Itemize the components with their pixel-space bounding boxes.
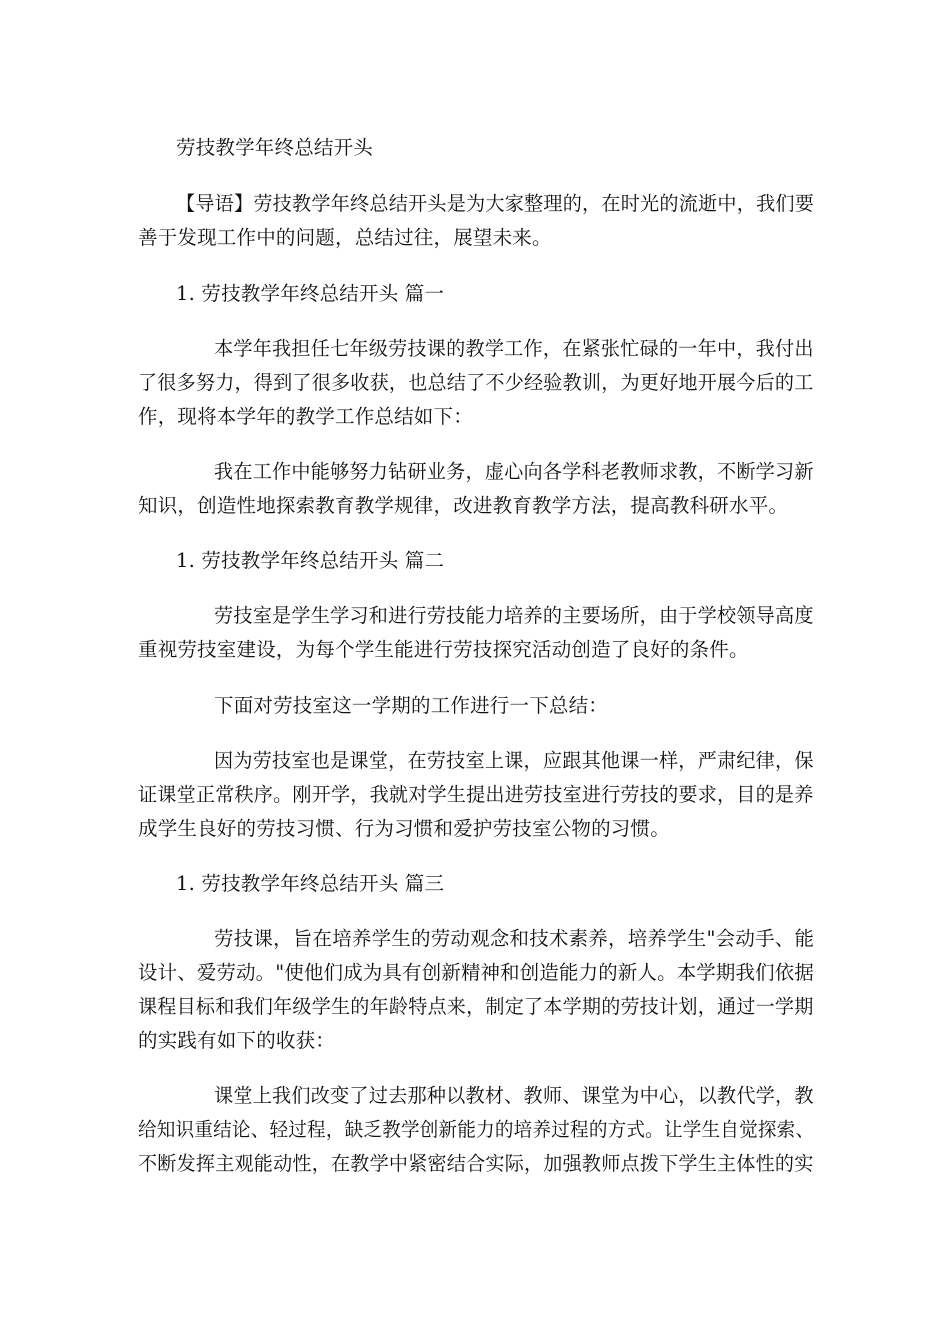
section1-p1-line-3: 作，现将本学年的教学工作总结如下： [138,405,473,428]
section1-p2-line-2: 知识，创造性地探索教育教学规律，改进教育教学方法，提高教科研水平。 [138,494,789,517]
section2-p1-line-1: 劳技室是学生学习和进行劳技能力培养的主要场所，由于学校领导高度 [214,604,814,627]
section3-p2-line-3: 不断发挥主观能动性，在教学中紧密结合实际，加强教师点拨下学生主体性的实 [138,1152,814,1175]
section2-p3-line-3: 成学生良好的劳技习惯、行为习惯和爱护劳技室公物的习惯。 [138,817,670,840]
section2-p2-line-1: 下面对劳技室这一学期的工作进行一下总结： [214,694,609,717]
section3-p1-line-3: 课程目标和我们年级学生的年龄特点来，制定了本学期的劳技计划，通过一学期 [138,995,814,1018]
section1-p2-line-1: 我在工作中能够努力钻研业务，虚心向各学科老教师求教，不断学习新 [214,460,814,483]
section3-p2-line-1: 课堂上我们改变了过去那种以教材、教师、课堂为中心，以教代学，教 [214,1084,814,1107]
section3-p1-line-4: 的实践有如下的收获： [138,1029,336,1052]
section-heading-2: 1. 劳技教学年终总结开头 篇二 [176,549,445,572]
section3-p1-line-1: 劳技课，旨在培养学生的劳动观念和技术素养，培养学生"会动手、能 [214,927,815,950]
section2-p3-line-1: 因为劳技室也是课堂，在劳技室上课，应跟其他课一样，严肃纪律，保 [214,749,814,772]
section-heading-3: 1. 劳技教学年终总结开头 篇三 [176,872,445,895]
section2-p1-line-2: 重视劳技室建设，为每个学生能进行劳技探究活动创造了良好的条件。 [138,638,749,661]
section3-p1-line-2: 设计、爱劳动。"使他们成为具有创新精神和创造能力的新人。本学期我们依据 [138,961,814,984]
intro-line-2: 善于发现工作中的问题，总结过往，展望未来。 [138,226,552,249]
section2-p3-line-2: 证课堂正常秩序。刚开学，我就对学生提出进劳技室进行劳技的要求，目的是养 [138,783,814,806]
section1-p1-line-2: 了很多努力，得到了很多收获，也总结了不少经验教训，为更好地开展今后的工 [138,371,814,394]
section3-p2-line-2: 给知识重结论、轻过程，缺乏教学创新能力的培养过程的方式。让学生自觉探索、 [138,1118,815,1141]
section-heading-1: 1. 劳技教学年终总结开头 篇一 [176,282,445,305]
document-title: 劳技教学年终总结开头 [176,136,374,159]
intro-line-1: 【导语】劳技教学年终总结开头是为大家整理的，在时光的流逝中，我们要 [176,192,815,215]
section1-p1-line-1: 本学年我担任七年级劳技课的教学工作，在紧张忙碌的一年中，我付出 [214,337,814,360]
